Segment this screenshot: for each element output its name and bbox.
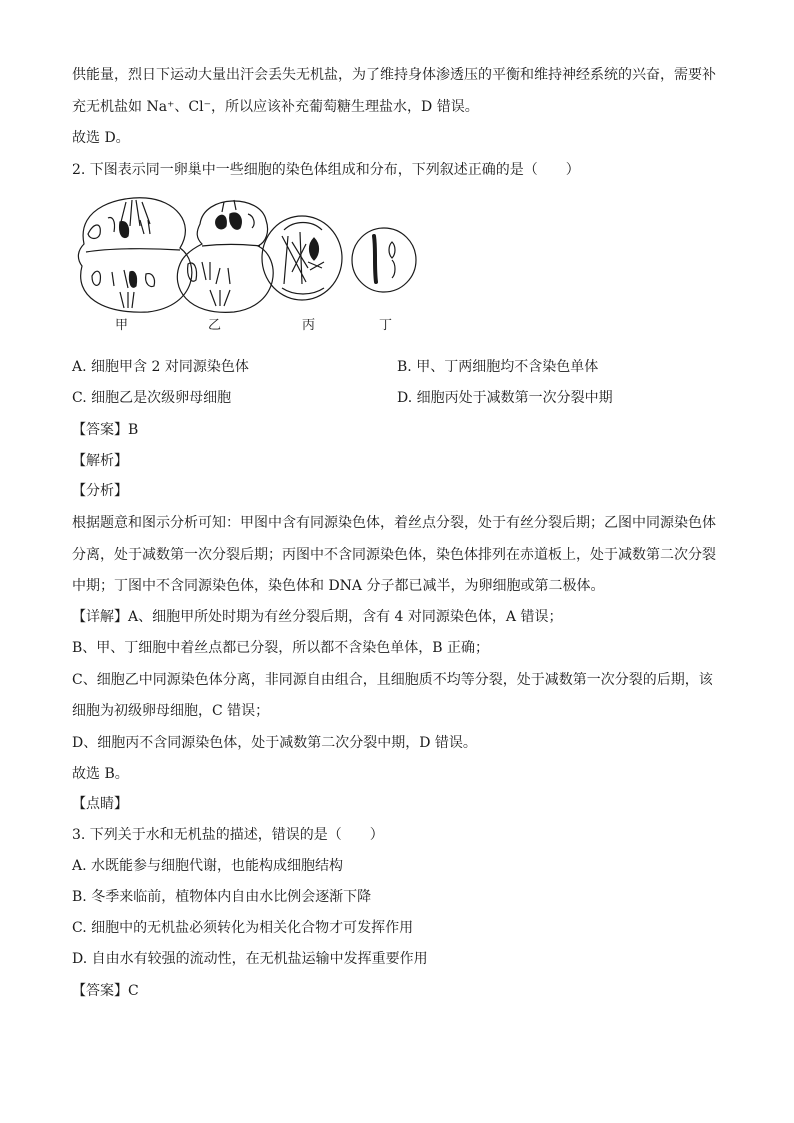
paragraph-line-1: 供能量，烈日下运动大量出汗会丢失无机盐，为了维持身体渗透压的平衡和维持神经系统的兴奋，需要补: [72, 67, 716, 83]
answer-label: 【答案】: [72, 422, 128, 438]
dianjing-label: 【点睛】: [72, 796, 128, 812]
detail-text: A、细胞甲所处时期为有丝分裂后期，含有 4 对同源染色体，A 错误；: [128, 609, 563, 625]
detail-line-1: [72, 607, 562, 627]
cell-bing-figure: [262, 216, 342, 300]
choose-d-line: 故选 D。: [72, 130, 130, 146]
q3-answer-label: 【答案】: [72, 983, 128, 999]
analysis-line-3: 中期；丁图中不含同源染色体，染色体和 DNA 分子都已减半，为卵细胞或第二极体。: [72, 578, 605, 594]
figure-caption-yi: 乙: [208, 318, 222, 333]
analysis-line-2: 分离，处于减数第一次分裂后期；丙图中不含同源染色体，染色体排列在赤道板上，处于减数第二次分裂: [72, 547, 716, 563]
detail-line-4: 细胞为初级卵母细胞，C 错误；: [72, 703, 270, 719]
figure-caption-ding: 丁: [379, 318, 393, 333]
option-d: D. 细胞丙处于减数第一次分裂中期: [397, 390, 613, 406]
analysis-line-1: 根据题意和图示分析可知：甲图中含有同源染色体，着丝点分裂，处于有丝分裂后期；乙图中同源染色体: [72, 515, 716, 531]
cell-diagram-figure: [70, 192, 430, 320]
question-3-stem: 3. 下列关于水和无机盐的描述，错误的是（ ）: [72, 827, 384, 843]
paragraph-line-2: 充无机盐如 Na⁺、Cl⁻，所以应该补充葡萄糖生理盐水，D 错误。: [72, 99, 479, 115]
answer-value: B: [128, 422, 139, 438]
option-c: C. 细胞乙是次级卵母细胞: [72, 390, 232, 406]
detail-line-5: D、细胞丙不含同源染色体，处于减数第二次分裂中期，D 错误。: [72, 735, 477, 751]
question-2-stem: 2. 下图表示同一卵巢中一些细胞的染色体组成和分布，下列叙述正确的是（ ）: [72, 162, 580, 178]
detail-label: 【详解】: [72, 609, 128, 625]
jiexi-label: 【解析】: [72, 453, 128, 469]
figure-caption-bing: 丙: [302, 318, 316, 333]
q3-option-b: B. 冬季来临前，植物体内自由水比例会逐渐下降: [72, 889, 372, 905]
detail-line-3: C、细胞乙中同源染色体分离，非同源自由组合，且细胞质不均等分裂，处于减数第一次分裂的后期，该: [72, 672, 713, 688]
q3-option-a: A. 水既能参与细胞代谢，也能构成细胞结构: [72, 858, 344, 874]
cell-ding-figure: [352, 228, 416, 292]
q3-answer-line: [72, 981, 139, 1001]
detail-line-2: B、甲、丁细胞中着丝点都已分裂，所以都不含染色单体，B 正确；: [72, 640, 490, 656]
fenxi-label: 【分析】: [72, 483, 128, 499]
option-b: B. 甲、丁两细胞均不含染色单体: [397, 359, 599, 375]
option-a: A. 细胞甲含 2 对同源染色体: [72, 359, 249, 375]
figure-caption-jia: 甲: [115, 318, 129, 333]
q3-option-d: D. 自由水有较强的流动性，在无机盐运输中发挥重要作用: [72, 951, 428, 967]
q3-answer-value: C: [128, 983, 139, 999]
answer-line: [72, 420, 138, 440]
cell-jia-figure: [78, 198, 191, 312]
cell-yi-figure: [177, 200, 273, 312]
choose-b-line: 故选 B。: [72, 766, 129, 782]
q3-option-c: C. 细胞中的无机盐必须转化为相关化合物才可发挥作用: [72, 920, 414, 936]
